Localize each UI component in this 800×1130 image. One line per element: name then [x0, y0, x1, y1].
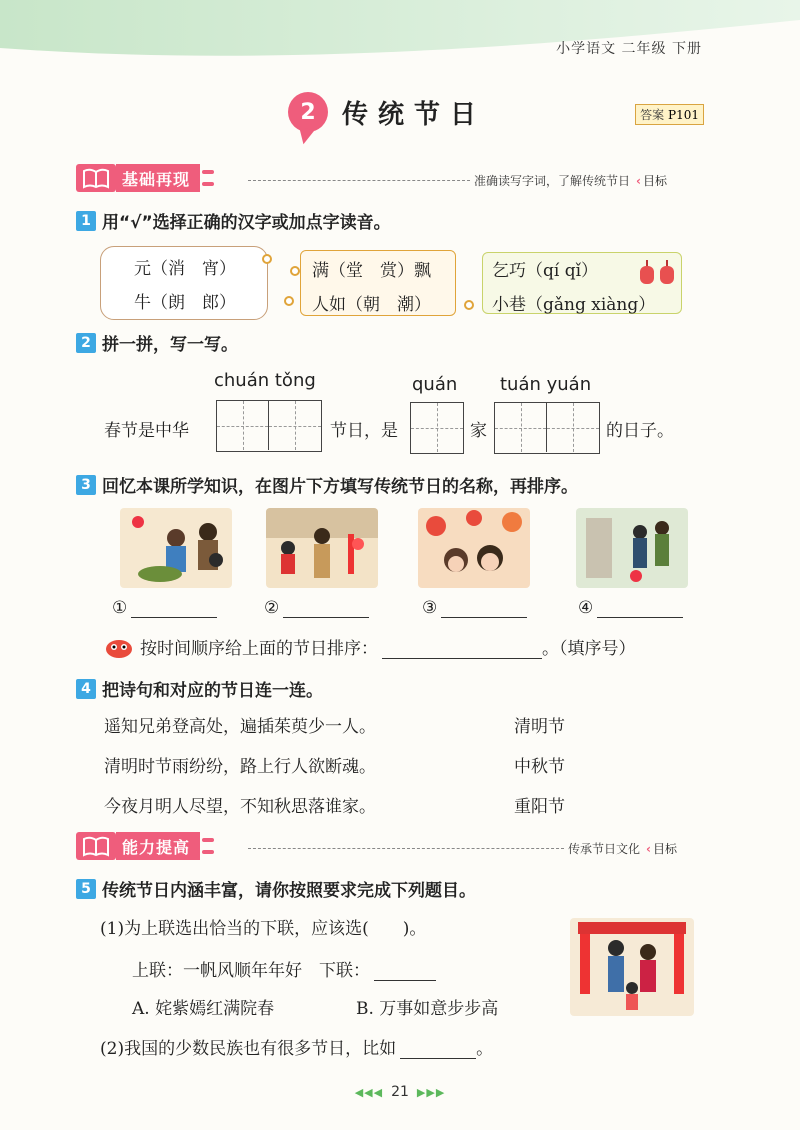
- family-zongzi-illustration: [120, 508, 232, 588]
- question-title: 把诗句和对应的节日连一连。: [102, 681, 323, 701]
- choice-line[interactable]: 乞巧（qí qǐ）: [492, 261, 599, 281]
- question-title: 用“√”选择正确的汉字或加点字读音。: [102, 213, 391, 233]
- question-3: [76, 472, 578, 497]
- lantern-icon: [660, 266, 674, 284]
- writing-grid-quan[interactable]: [410, 402, 464, 454]
- option-a[interactable]: A. 姹紫嫣红满院春: [132, 999, 275, 1019]
- poem-line[interactable]: 今夜月明人尽望，不知秋思落谁家。: [104, 797, 376, 817]
- section-divider: [248, 180, 470, 181]
- festival-picture-2: [266, 508, 378, 588]
- sub-question-2-end: 。: [476, 1039, 494, 1059]
- festival-option[interactable]: 清明节: [514, 717, 565, 737]
- question-4: [76, 676, 323, 701]
- blank-label: ②: [264, 598, 280, 618]
- answer-reference: [635, 104, 704, 125]
- order-answer-line[interactable]: [382, 641, 542, 659]
- sub-question-2-text: (2)我国的少数民族也有很多节日，比如: [100, 1039, 397, 1059]
- blank-answer-4[interactable]: [578, 598, 683, 618]
- spring-festival-firecrackers-illustration: [266, 508, 378, 588]
- lesson-title: 传统节日: [342, 99, 487, 130]
- blank-answer-2[interactable]: [264, 598, 369, 618]
- writing-grid-tuanyuan[interactable]: [494, 402, 600, 454]
- qingming-tomb-sweeping-illustration: [576, 508, 688, 588]
- choice-line[interactable]: 牛（朗 郎）: [134, 293, 236, 313]
- festival-picture-4: [576, 508, 688, 588]
- family-hanging-couplets-illustration: [570, 918, 694, 1016]
- section-header-basic: [76, 164, 216, 192]
- blank-label: ③: [422, 598, 438, 618]
- question-number: 5: [76, 879, 96, 899]
- sentence-part: 春节是中华: [104, 421, 189, 441]
- blank-line[interactable]: [131, 600, 217, 618]
- grid-cell[interactable]: [269, 401, 321, 450]
- festival-picture-3: [418, 508, 530, 588]
- pinyin-label: chuán tǒng: [214, 370, 316, 391]
- section-hook: [202, 832, 216, 860]
- goal-text: 准确读写字词，了解传统节日: [474, 174, 631, 188]
- choice-line[interactable]: 元（消 宵）: [134, 259, 236, 279]
- question-1: [76, 208, 391, 233]
- open-book-icon: [76, 832, 116, 860]
- sentence-part: 的日子。: [606, 421, 674, 441]
- couplet-text: 上联：一帆风顺年年好 下联：: [132, 961, 370, 981]
- option-b[interactable]: B. 万事如意步步高: [356, 999, 499, 1019]
- chevron-left-icon: ‹: [646, 841, 651, 856]
- sub-question-1[interactable]: (1)为上联选出恰当的下联，应该选( )。: [100, 919, 427, 939]
- festival-option[interactable]: 中秋节: [514, 757, 565, 777]
- couplet-answer-line[interactable]: [374, 963, 436, 981]
- goal-tag: [636, 172, 667, 189]
- order-row: [104, 634, 636, 659]
- grid-cell[interactable]: [495, 403, 547, 452]
- blank-line[interactable]: [441, 600, 527, 618]
- question-number: 4: [76, 679, 96, 699]
- blank-answer-1[interactable]: [112, 598, 217, 618]
- page-number: 21: [391, 1084, 409, 1100]
- grid-cell[interactable]: [547, 403, 599, 452]
- choice-line[interactable]: 人如（朝 潮）: [312, 295, 431, 315]
- festival-picture-1: [120, 508, 232, 588]
- goal-tag: [646, 840, 677, 857]
- answer-page: P101: [668, 108, 699, 122]
- knot-icon: [284, 296, 294, 306]
- lesson-number-badge: 2: [288, 92, 328, 132]
- question-2: [76, 330, 238, 355]
- knot-icon: [290, 266, 300, 276]
- sentence-part: 家: [470, 421, 487, 441]
- sentence-part: 节日，是: [330, 421, 398, 441]
- section-goal: [568, 840, 677, 857]
- question-5: [76, 876, 476, 901]
- couplet-picture: [570, 918, 694, 1016]
- lantern-icon: [640, 266, 654, 284]
- section-goal: [474, 172, 667, 189]
- pinyin-label: tuán yuán: [500, 374, 592, 395]
- open-book-icon: [76, 164, 116, 192]
- festival-option[interactable]: 重阳节: [514, 797, 565, 817]
- sub-question-2-answer-line[interactable]: [400, 1041, 476, 1059]
- goal-text: 传承节日文化: [568, 842, 641, 856]
- section-label: 基础再现: [116, 164, 200, 192]
- question-title: 拼一拼，写一写。: [102, 335, 238, 355]
- poem-line[interactable]: 遥知兄弟登高处，遍插茱萸少一人。: [104, 717, 376, 737]
- blank-line[interactable]: [283, 600, 369, 618]
- question-number: 3: [76, 475, 96, 495]
- section-header-advanced: [76, 832, 216, 860]
- poem-line[interactable]: 清明时节雨纷纷，路上行人欲断魂。: [104, 757, 376, 777]
- goal-tag-label: 目标: [652, 842, 677, 856]
- section-divider: [248, 848, 564, 849]
- lantern-festival-illustration: [418, 508, 530, 588]
- goal-tag-label: 目标: [642, 174, 667, 188]
- choice-line[interactable]: 满（堂 赏）飘: [312, 261, 431, 281]
- answer-label: 答案: [640, 108, 665, 122]
- lion-dance-icon: [104, 637, 134, 659]
- question-title: 回忆本课所学知识，在图片下方填写传统节日的名称，再排序。: [102, 477, 578, 497]
- grid-cell[interactable]: [217, 401, 269, 450]
- knot-icon: [464, 300, 474, 310]
- writing-grid-chuantong[interactable]: [216, 400, 322, 452]
- order-text: 按时间顺序给上面的节日排序：: [140, 639, 378, 659]
- page-footer: [0, 1084, 800, 1100]
- chevron-left-icon: ‹: [636, 173, 641, 188]
- order-suffix: 。（填序号）: [542, 639, 636, 659]
- pinyin-label: quán: [412, 374, 458, 395]
- couplet-row: [132, 956, 436, 981]
- section-label: 能力提高: [116, 832, 200, 860]
- section-hook: [202, 164, 216, 192]
- grid-cell[interactable]: [411, 403, 463, 452]
- choice-line[interactable]: 小巷（gǎng xiàng）: [492, 295, 656, 315]
- question-title: 传统节日内涵丰富，请你按照要求完成下列题目。: [102, 881, 476, 901]
- question-number: 1: [76, 211, 96, 231]
- blank-label: ④: [578, 598, 594, 618]
- blank-label: ①: [112, 598, 128, 618]
- blank-answer-3[interactable]: [422, 598, 527, 618]
- question-number: 2: [76, 333, 96, 353]
- lesson-title-area: [288, 92, 486, 132]
- right-arrows-icon: ▶▶▶: [416, 1085, 446, 1099]
- book-info: 小学语文 二年级 下册: [556, 41, 702, 57]
- left-arrows-icon: ◀◀◀: [354, 1085, 384, 1099]
- sub-question-2: [100, 1034, 493, 1059]
- blank-line[interactable]: [597, 600, 683, 618]
- knot-icon: [262, 254, 272, 264]
